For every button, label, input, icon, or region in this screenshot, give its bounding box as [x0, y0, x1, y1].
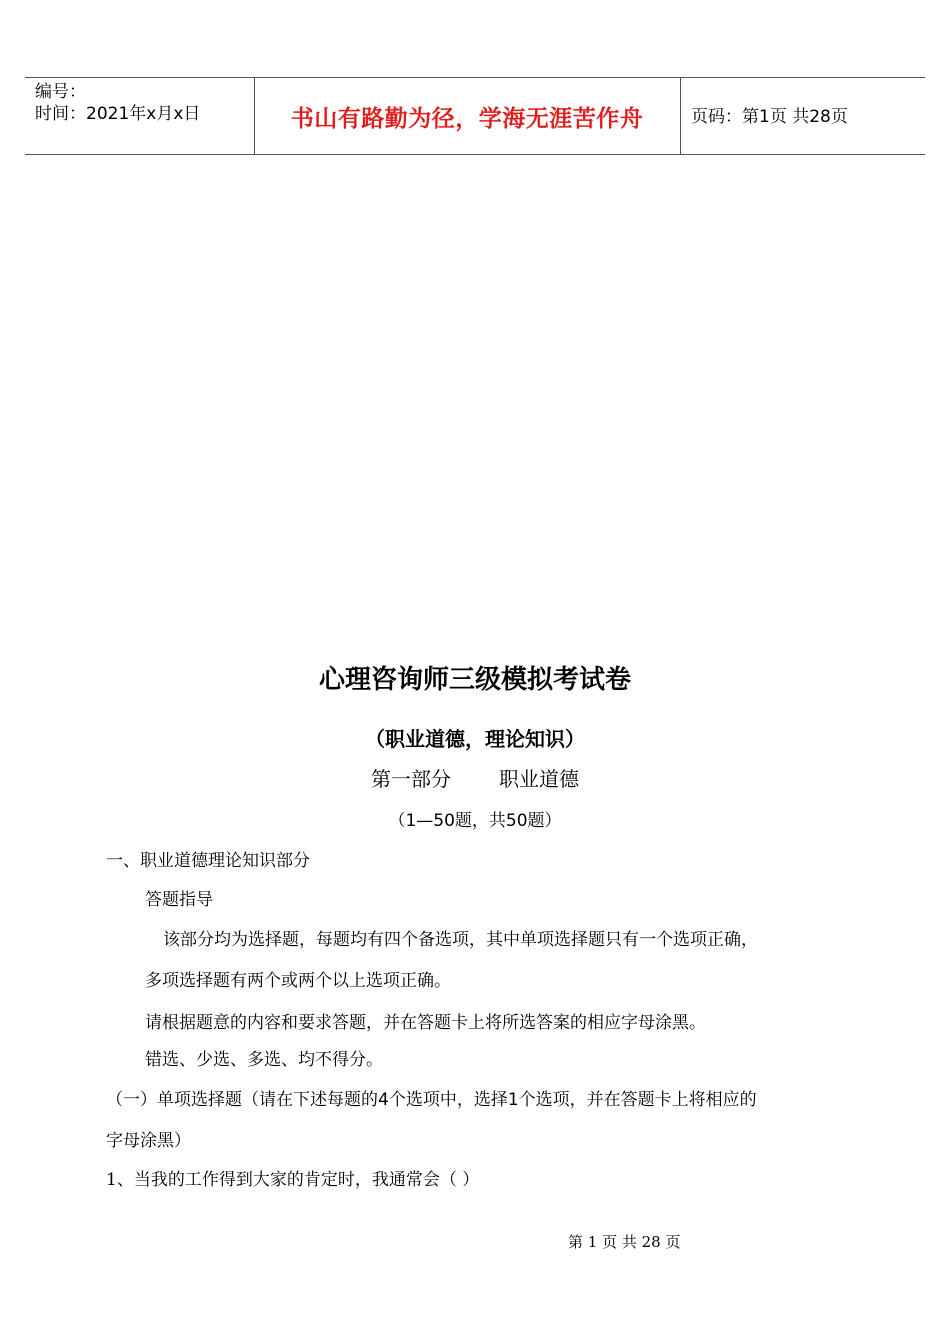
- section-heading: 一、职业道德理论知识部分: [106, 851, 310, 871]
- exam-subtitle: （职业道德，理论知识）: [365, 727, 585, 751]
- header-right-cell: [680, 78, 925, 154]
- header-middle-cell: [254, 78, 681, 154]
- header-left-cell: [25, 78, 255, 154]
- document-date: 时间：2021年x月x日: [35, 104, 201, 124]
- header-motto: 书山有路勤为径，学海无涯苦作舟: [290, 106, 644, 132]
- guide-line: 该部分均为选择题，每题均有四个备选项，其中单项选择题只有一个选项正确，: [163, 930, 758, 950]
- guide-line: 多项选择题有两个或两个以上选项正确。: [145, 971, 451, 991]
- single-choice-instruction-cont: 字母涂黑）: [106, 1131, 191, 1151]
- single-choice-instruction: （一）单项选择题（请在下述每题的4个选项中，选择1个选项，并在答题卡上将相应的: [106, 1090, 757, 1110]
- document-number-label: 编号：: [35, 82, 86, 102]
- question-range: （1—50题，共50题）: [388, 811, 562, 831]
- page-footer: 第 1 页 共 28 页: [568, 1233, 681, 1251]
- guide-heading: 答题指导: [145, 890, 213, 910]
- document-header: [25, 77, 925, 155]
- part-name: 职业道德: [499, 767, 579, 791]
- header-page-info: 页码：第1页 共28页: [691, 107, 848, 127]
- exam-title: 心理咨询师三级模拟考试卷: [318, 665, 631, 695]
- guide-line: 错选、少选、多选、均不得分。: [145, 1050, 383, 1070]
- part-heading: [0, 766, 950, 792]
- guide-line: 请根据题意的内容和要求答题，并在答题卡上将所选答案的相应字母涂黑。: [145, 1013, 706, 1033]
- question-1: 1、当我的工作得到大家的肯定时，我通常会（ ）: [106, 1170, 480, 1190]
- part-label: 第一部分: [371, 767, 451, 791]
